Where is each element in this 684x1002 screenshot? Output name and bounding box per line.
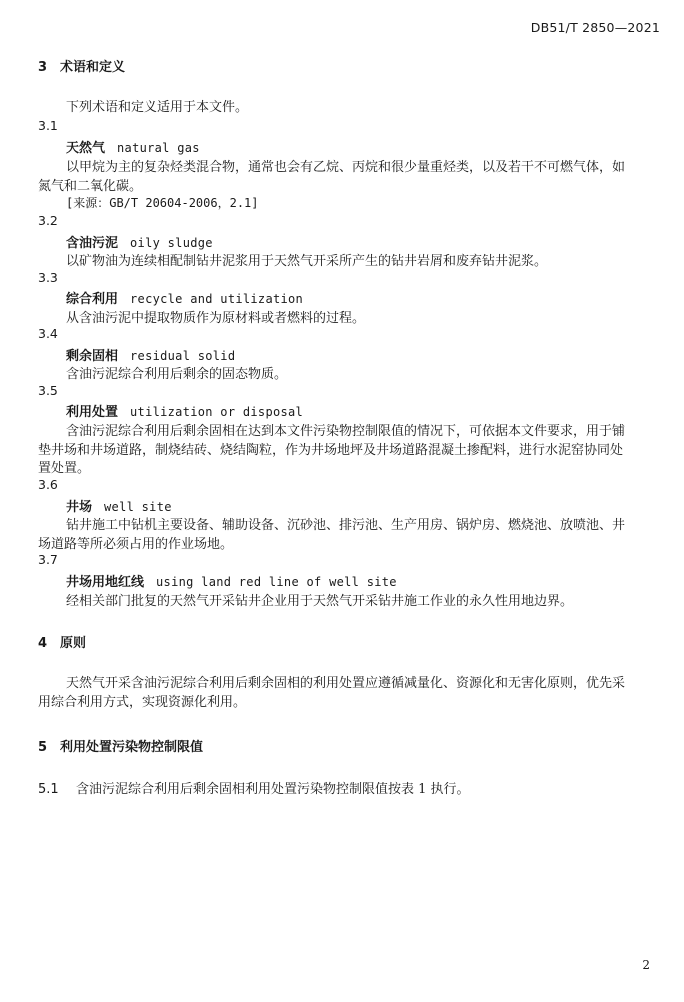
term-title [66, 401, 303, 420]
section-4-heading [38, 632, 86, 651]
term-title [66, 288, 303, 307]
section-3-heading [38, 56, 125, 75]
term-definition-line: 钻井施工中钻机主要设备、辅助设备、沉砂池、排污池、生产用房、锅炉房、燃烧池、放喷池、井 [66, 518, 626, 533]
term-number: 3.2 [38, 213, 58, 228]
term-definition-line: 含油污泥综合利用后剩余的固态物质。 [66, 367, 288, 382]
term-en: recycle and utilization [130, 292, 304, 306]
section-title: 原则 [60, 636, 87, 651]
term-definition-line: 垫井场和井场道路，制烧结砖、烧结陶粒，作为井场地坪及井场道路混凝土掺配料，进行水泥窑协同处 [38, 443, 624, 458]
page-number: 2 [642, 958, 650, 972]
section-4-paragraph-line: 天然气开采含油污泥综合利用后剩余固相的利用处置应遵循减量化、资源化和无害化原则，优先采 [66, 676, 626, 691]
section-number: 5 [38, 740, 48, 755]
term-definition-line: 以矿物油为连续相配制钻井泥浆用于天然气开采所产生的钻井岩屑和废弃钻井泥浆。 [66, 254, 548, 269]
term-title [66, 345, 235, 364]
section-4-paragraph-line: 用综合利用方式，实现资源化利用。 [38, 695, 247, 710]
clause-5-1 [38, 778, 470, 797]
section-title: 利用处置污染物控制限值 [60, 740, 204, 755]
term-number: 3.4 [38, 326, 58, 341]
clause-number: 5.1 [38, 782, 59, 797]
term-en: well site [104, 500, 172, 514]
document-code: DB51/T 2850—2021 [530, 20, 660, 35]
term-definition-line: 含油污泥综合利用后剩余固相在达到本文件污染物控制限值的情况下，可依据本文件要求，用于铺 [66, 424, 626, 439]
term-en: natural gas [117, 141, 200, 155]
term-definition-line: 置处置。 [38, 461, 91, 476]
term-number: 3.5 [38, 383, 58, 398]
term-definition-line: 氮气和二氧化碳。 [38, 179, 143, 194]
term-source: [来源：GB/T 20604-2006，2.1] [66, 196, 259, 210]
term-title [66, 571, 397, 590]
term-definition-line: 从含油污泥中提取物质作为原材料或者燃料的过程。 [66, 311, 366, 326]
term-number: 3.3 [38, 270, 58, 285]
term-title [66, 137, 200, 156]
term-title [66, 232, 213, 251]
term-en: oily sludge [130, 236, 213, 250]
term-number: 3.1 [38, 118, 58, 133]
term-number: 3.7 [38, 552, 58, 567]
term-zh: 利用处置 [66, 405, 119, 420]
term-zh: 天然气 [66, 141, 106, 156]
term-definition-line: 场道路等所必须占用的作业场地。 [38, 537, 234, 552]
term-title [66, 496, 172, 515]
term-zh: 井场 [66, 500, 93, 515]
term-definition-line: 以甲烷为主的复杂烃类混合物，通常也会有乙烷、丙烷和很少量重烃类，以及若干不可燃气体，如 [66, 160, 626, 175]
term-en: residual solid [130, 349, 236, 363]
term-zh: 井场用地红线 [66, 575, 145, 590]
term-en: utilization or disposal [130, 405, 304, 419]
term-zh: 含油污泥 [66, 236, 119, 251]
term-zh: 剩余固相 [66, 349, 119, 364]
section-5-heading [38, 736, 203, 755]
term-zh: 综合利用 [66, 292, 119, 307]
term-en: using land red line of well site [156, 575, 397, 589]
section-title: 术语和定义 [60, 60, 126, 75]
section-number: 3 [38, 60, 48, 75]
term-definition-line: 经相关部门批复的天然气开采钻井企业用于天然气开采钻井施工作业的永久性用地边界。 [66, 594, 574, 609]
clause-text: 含油污泥综合利用后剩余固相利用处置污染物控制限值按表 1 执行。 [76, 782, 470, 797]
section-number: 4 [38, 636, 48, 651]
term-number: 3.6 [38, 477, 58, 492]
section-3-intro: 下列术语和定义适用于本文件。 [66, 100, 249, 115]
